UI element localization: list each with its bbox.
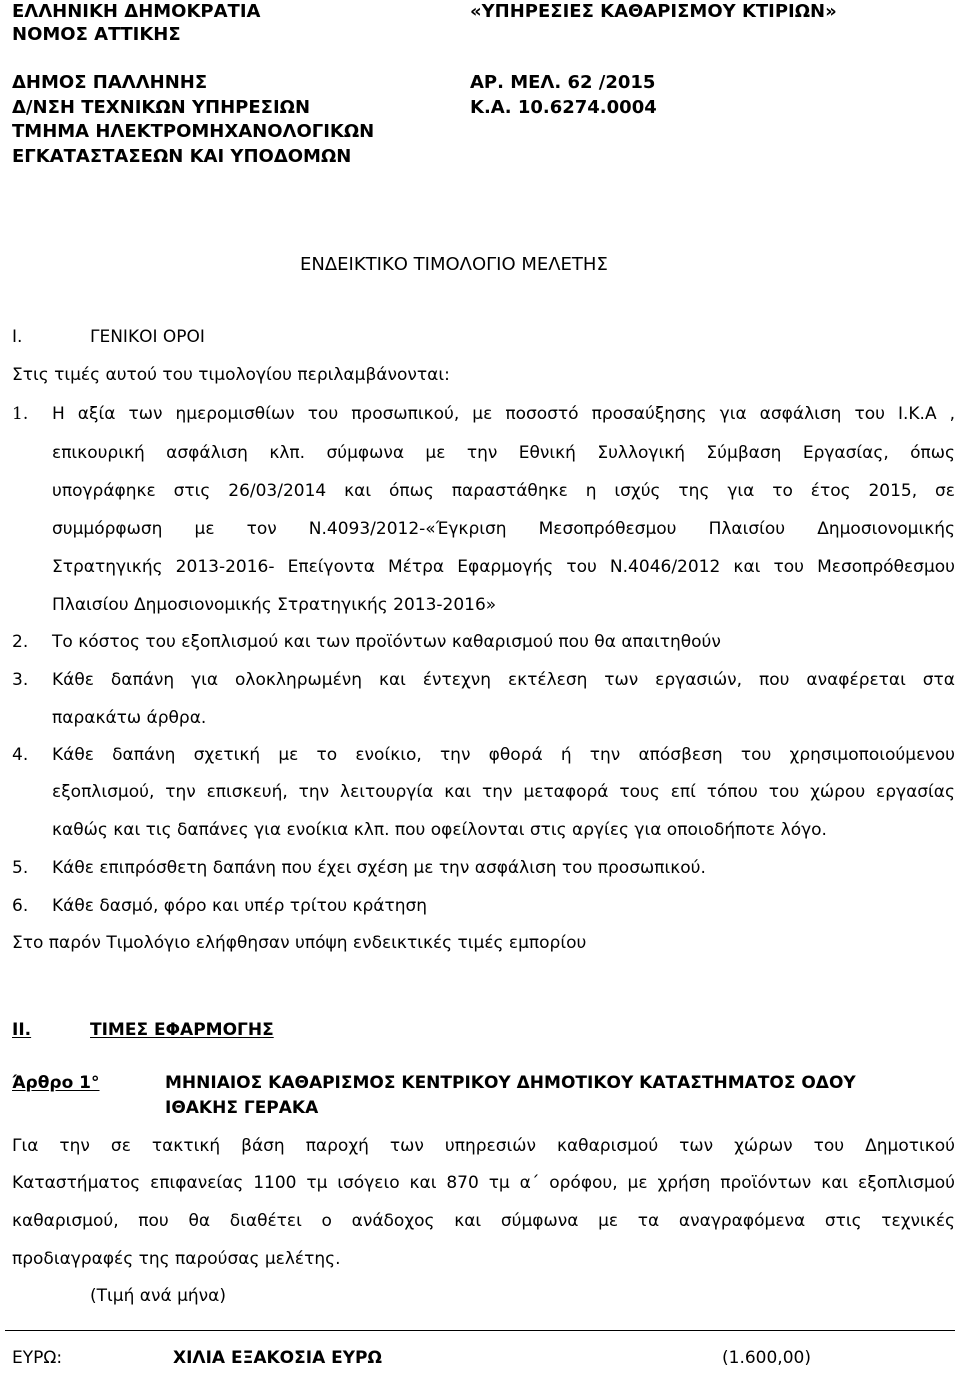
- item-4-line-2: εξοπλισμού, την επισκευή, την λειτουργία και την μεταφορά τους επί τόπου του χώρου εργασίας: [52, 782, 955, 802]
- header-directorate: Δ/ΝΣΗ ΤΕΧΝΙΚΩΝ ΥΠΗΡΕΣΙΩΝ: [12, 97, 311, 118]
- item-3-line-2: παρακάτω άρθρα.: [52, 708, 207, 728]
- section-1-intro: Στις τιμές αυτού του τιμολογίου περιλαμβάνονται:: [12, 365, 450, 385]
- item-4-line-3: καθώς και τις δαπάνες για ενοίκια κλπ. που οφείλονται στις αργίες για οποιοδήποτε λόγο.: [52, 820, 827, 840]
- header-budget-code: Κ.Α. 10.6274.0004: [470, 97, 657, 118]
- section-1-note: Στο παρόν Τιμολόγιο ελήφθησαν υπόψη ενδεικτικές τιμές εμπορίου: [12, 933, 587, 953]
- article-title-line-2: ΙΘΑΚΗΣ ΓΕΡΑΚΑ: [165, 1098, 319, 1118]
- price-unit: (Τιμή ανά μήνα): [90, 1286, 226, 1306]
- item-3-number: 3.: [12, 670, 29, 690]
- item-1-line-5: Στρατηγικής 2013-2016- Επείγοντα Μέτρα Εφαρμογής του Ν.4046/2012 και του Μεσοπρόθεσμου: [52, 557, 955, 577]
- item-1-line-1: Η αξία των ημερομισθίων του προσωπικού, με ποσοστό προσαύξησης για ασφάλιση του Ι.Κ.Α ,: [52, 404, 955, 424]
- item-5-number: 5.: [12, 858, 29, 878]
- document-title: ΕΝΔΕΙΚΤΙΚΟ ΤΙΜΟΛΟΓΙΟ ΜΕΛΕΤΗΣ: [300, 254, 608, 275]
- item-2-number: 2.: [12, 632, 29, 652]
- header-country: ΕΛΛΗΝΙΚΗ ΔΗΜΟΚΡΑΤΙΑ: [12, 1, 261, 22]
- section-1-heading: ΓΕΝΙΚΟΙ ΟΡΟΙ: [90, 327, 205, 347]
- header-prefecture: ΝΟΜΟΣ ΑΤΤΙΚΗΣ: [12, 24, 181, 45]
- item-4-line-1: Κάθε δαπάνη σχετική με το ενοίκιο, την φθορά ή την απόσβεση του χρησιμοποιούμενου: [52, 745, 955, 765]
- section-2-heading: ΤΙΜΕΣ ΕΦΑΡΜΟΓΗΣ: [90, 1020, 274, 1040]
- header-department: ΤΜΗΜΑ ΗΛΕΚΤΡΟΜΗΧΑΝΟΛΟΓΙΚΩΝ: [12, 121, 375, 142]
- article-description-line-4: προδιαγραφές της παρούσας μελέτης.: [12, 1249, 341, 1269]
- article-description-line-1: Για την σε τακτική βάση παροχή των υπηρεσιών καθαρισμού των χώρων του Δημοτικού: [12, 1136, 955, 1156]
- article-description-line-3: καθαρισμού, που θα διαθέτει ο ανάδοχος και σύμφωνα με τα αναγραφόμενα στις τεχνικές: [12, 1211, 955, 1231]
- price-in-words: ΧΙΛΙΑ ΕΞΑΚΟΣΙΑ ΕΥΡΩ: [173, 1348, 382, 1368]
- section-1-numeral: Ι.: [12, 327, 23, 347]
- item-4-number: 4.: [12, 745, 29, 765]
- header-project-title: «ΥΠΗΡΕΣΙΕΣ ΚΑΘΑΡΙΣΜΟΥ ΚΤΙΡΙΩΝ»: [470, 1, 837, 22]
- item-1-number: 1.: [12, 404, 29, 424]
- item-2-line-1: Το κόστος του εξοπλισμού και των προϊόντων καθαρισμού που θα απαιτηθούν: [52, 632, 721, 652]
- item-1-line-3: υπογράφηκε στις 26/03/2014 και όπως παραστάθηκε η ισχύς της για το έτος 2015, σε: [52, 481, 955, 501]
- item-3-line-1: Κάθε δαπάνη για ολοκληρωμένη και έντεχνη εκτέλεση των εργασιών, που αναφέρεται στα: [52, 670, 955, 690]
- price-divider: [5, 1330, 955, 1331]
- item-1-line-4: συμμόρφωση με τον Ν.4093/2012-«Έγκριση Μεσοπρόθεσμου Πλαισίου Δημοσιονομικής: [52, 519, 955, 539]
- currency-label: ΕΥΡΩ:: [12, 1348, 63, 1368]
- item-1-line-2: επικουρική ασφάλιση κλπ. σύμφωνα με την Εθνική Συλλογική Σύμβαση Εργασίας, όπως: [52, 443, 955, 463]
- article-description-line-2: Καταστήματος επιφανείας 1100 τμ ισόγειο και 870 τμ α΄ ορόφου, με χρήση προϊόντων και εξοπλισμού: [12, 1173, 955, 1193]
- article-title-line-1: ΜΗΝΙΑΙΟΣ ΚΑΘΑΡΙΣΜΟΣ ΚΕΝΤΡΙΚΟΥ ΔΗΜΟΤΙΚΟΥ ΚΑΤΑΣΤΗΜΑΤΟΣ ΟΔΟΥ: [165, 1073, 856, 1093]
- item-6-number: 6.: [12, 896, 29, 916]
- header-municipality: ΔΗΜΟΣ ΠΑΛΛΗΝΗΣ: [12, 72, 208, 93]
- section-2-numeral: ΙΙ.: [12, 1020, 32, 1040]
- header-study-number: ΑΡ. ΜΕΛ. 62 /2015: [470, 72, 656, 93]
- item-1-line-6: Πλαισίου Δημοσιονομικής Στρατηγικής 2013-2016»: [52, 595, 497, 615]
- item-5-line-1: Κάθε επιπρόσθετη δαπάνη που έχει σχέση με την ασφάλιση του προσωπικού.: [52, 858, 706, 878]
- header-department-cont: ΕΓΚΑΤΑΣΤΑΣΕΩΝ ΚΑΙ ΥΠΟΔΟΜΩΝ: [12, 146, 352, 167]
- price-in-numbers: (1.600,00): [722, 1348, 811, 1368]
- article-label: Άρθρο 1°: [12, 1073, 100, 1093]
- item-6-line-1: Κάθε δασμό, φόρο και υπέρ τρίτου κράτηση: [52, 896, 428, 916]
